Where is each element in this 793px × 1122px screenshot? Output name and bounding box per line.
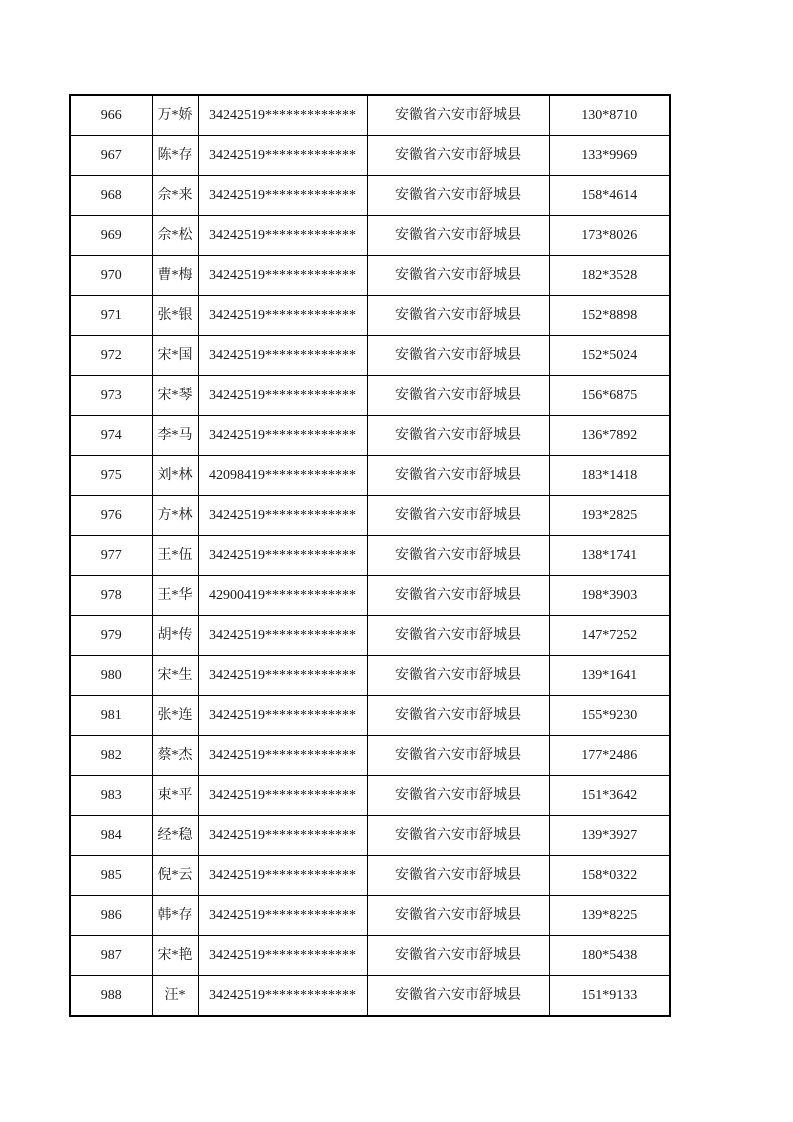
address-cell: 安徽省六安市舒城县 (367, 936, 549, 976)
phone-cell: 177*2486 (549, 736, 670, 776)
phone-cell: 138*1741 (549, 536, 670, 576)
address-cell: 安徽省六安市舒城县 (367, 376, 549, 416)
name-cell: 曹*梅 (152, 256, 198, 296)
phone-cell: 155*9230 (549, 696, 670, 736)
address-cell: 安徽省六安市舒城县 (367, 496, 549, 536)
id-cell: 42900419************* (198, 576, 367, 616)
id-cell: 34242519************* (198, 176, 367, 216)
id-cell: 34242519************* (198, 256, 367, 296)
personnel-table-body (70, 95, 670, 1016)
phone-cell: 158*4614 (549, 176, 670, 216)
phone-cell: 173*8026 (549, 216, 670, 256)
table-row (70, 776, 670, 816)
phone-cell: 133*9969 (549, 136, 670, 176)
id-cell: 34242519************* (198, 536, 367, 576)
table-row (70, 456, 670, 496)
index-cell: 979 (70, 616, 152, 656)
name-cell: 万*娇 (152, 95, 198, 136)
index-cell: 967 (70, 136, 152, 176)
name-cell: 陈*存 (152, 136, 198, 176)
name-cell: 方*林 (152, 496, 198, 536)
phone-cell: 193*2825 (549, 496, 670, 536)
index-cell: 982 (70, 736, 152, 776)
name-cell: 佘*松 (152, 216, 198, 256)
phone-cell: 151*3642 (549, 776, 670, 816)
name-cell: 刘*林 (152, 456, 198, 496)
phone-cell: 139*1641 (549, 656, 670, 696)
id-cell: 34242519************* (198, 616, 367, 656)
index-cell: 980 (70, 656, 152, 696)
table-row (70, 216, 670, 256)
id-cell: 34242519************* (198, 496, 367, 536)
address-cell: 安徽省六安市舒城县 (367, 136, 549, 176)
address-cell: 安徽省六安市舒城县 (367, 816, 549, 856)
index-cell: 986 (70, 896, 152, 936)
table-row (70, 176, 670, 216)
address-cell: 安徽省六安市舒城县 (367, 456, 549, 496)
id-cell: 34242519************* (198, 936, 367, 976)
phone-cell: 156*6875 (549, 376, 670, 416)
phone-cell: 183*1418 (549, 456, 670, 496)
name-cell: 蔡*杰 (152, 736, 198, 776)
phone-cell: 139*8225 (549, 896, 670, 936)
index-cell: 976 (70, 496, 152, 536)
address-cell: 安徽省六安市舒城县 (367, 95, 549, 136)
phone-cell: 151*9133 (549, 976, 670, 1017)
name-cell: 张*银 (152, 296, 198, 336)
index-cell: 984 (70, 816, 152, 856)
id-cell: 34242519************* (198, 896, 367, 936)
id-cell: 34242519************* (198, 736, 367, 776)
index-cell: 978 (70, 576, 152, 616)
index-cell: 975 (70, 456, 152, 496)
address-cell: 安徽省六安市舒城县 (367, 296, 549, 336)
name-cell: 张*连 (152, 696, 198, 736)
name-cell: 宋*琴 (152, 376, 198, 416)
id-cell: 34242519************* (198, 656, 367, 696)
table-row (70, 536, 670, 576)
table-row (70, 656, 670, 696)
phone-cell: 158*0322 (549, 856, 670, 896)
index-cell: 977 (70, 536, 152, 576)
index-cell: 971 (70, 296, 152, 336)
address-cell: 安徽省六安市舒城县 (367, 776, 549, 816)
name-cell: 李*马 (152, 416, 198, 456)
address-cell: 安徽省六安市舒城县 (367, 256, 549, 296)
phone-cell: 139*3927 (549, 816, 670, 856)
name-cell: 汪* (152, 976, 198, 1017)
address-cell: 安徽省六安市舒城县 (367, 976, 549, 1017)
address-cell: 安徽省六安市舒城县 (367, 176, 549, 216)
id-cell: 34242519************* (198, 856, 367, 896)
name-cell: 宋*国 (152, 336, 198, 376)
name-cell: 胡*传 (152, 616, 198, 656)
table-row (70, 736, 670, 776)
table-row (70, 416, 670, 456)
table-row (70, 296, 670, 336)
index-cell: 983 (70, 776, 152, 816)
name-cell: 王*伍 (152, 536, 198, 576)
index-cell: 987 (70, 936, 152, 976)
table-row (70, 936, 670, 976)
id-cell: 34242519************* (198, 216, 367, 256)
address-cell: 安徽省六安市舒城县 (367, 736, 549, 776)
index-cell: 988 (70, 976, 152, 1017)
phone-cell: 130*8710 (549, 95, 670, 136)
id-cell: 34242519************* (198, 416, 367, 456)
name-cell: 倪*云 (152, 856, 198, 896)
table-row (70, 95, 670, 136)
address-cell: 安徽省六安市舒城县 (367, 616, 549, 656)
index-cell: 974 (70, 416, 152, 456)
table-row (70, 136, 670, 176)
address-cell: 安徽省六安市舒城县 (367, 336, 549, 376)
table-row (70, 256, 670, 296)
address-cell: 安徽省六安市舒城县 (367, 536, 549, 576)
address-cell: 安徽省六安市舒城县 (367, 896, 549, 936)
address-cell: 安徽省六安市舒城县 (367, 576, 549, 616)
phone-cell: 198*3903 (549, 576, 670, 616)
phone-cell: 136*7892 (549, 416, 670, 456)
address-cell: 安徽省六安市舒城县 (367, 216, 549, 256)
name-cell: 宋*生 (152, 656, 198, 696)
name-cell: 经*稳 (152, 816, 198, 856)
table-row (70, 496, 670, 536)
table-row (70, 976, 670, 1017)
index-cell: 985 (70, 856, 152, 896)
id-cell: 34242519************* (198, 776, 367, 816)
personnel-table (69, 94, 671, 1017)
address-cell: 安徽省六安市舒城县 (367, 656, 549, 696)
id-cell: 34242519************* (198, 696, 367, 736)
index-cell: 969 (70, 216, 152, 256)
phone-cell: 147*7252 (549, 616, 670, 656)
table-row (70, 336, 670, 376)
id-cell: 34242519************* (198, 95, 367, 136)
table-row (70, 576, 670, 616)
id-cell: 34242519************* (198, 976, 367, 1017)
table-row (70, 896, 670, 936)
id-cell: 34242519************* (198, 136, 367, 176)
table-row (70, 816, 670, 856)
phone-cell: 182*3528 (549, 256, 670, 296)
id-cell: 34242519************* (198, 376, 367, 416)
id-cell: 34242519************* (198, 336, 367, 376)
id-cell: 34242519************* (198, 296, 367, 336)
id-cell: 42098419************* (198, 456, 367, 496)
name-cell: 佘*来 (152, 176, 198, 216)
name-cell: 宋*艳 (152, 936, 198, 976)
address-cell: 安徽省六安市舒城县 (367, 416, 549, 456)
index-cell: 970 (70, 256, 152, 296)
phone-cell: 152*8898 (549, 296, 670, 336)
name-cell: 韩*存 (152, 896, 198, 936)
address-cell: 安徽省六安市舒城县 (367, 856, 549, 896)
index-cell: 972 (70, 336, 152, 376)
name-cell: 束*平 (152, 776, 198, 816)
address-cell: 安徽省六安市舒城县 (367, 696, 549, 736)
name-cell: 王*华 (152, 576, 198, 616)
index-cell: 966 (70, 95, 152, 136)
phone-cell: 152*5024 (549, 336, 670, 376)
phone-cell: 180*5438 (549, 936, 670, 976)
table-row (70, 376, 670, 416)
table-row (70, 696, 670, 736)
table-row (70, 856, 670, 896)
table-row (70, 616, 670, 656)
index-cell: 968 (70, 176, 152, 216)
index-cell: 973 (70, 376, 152, 416)
id-cell: 34242519************* (198, 816, 367, 856)
index-cell: 981 (70, 696, 152, 736)
